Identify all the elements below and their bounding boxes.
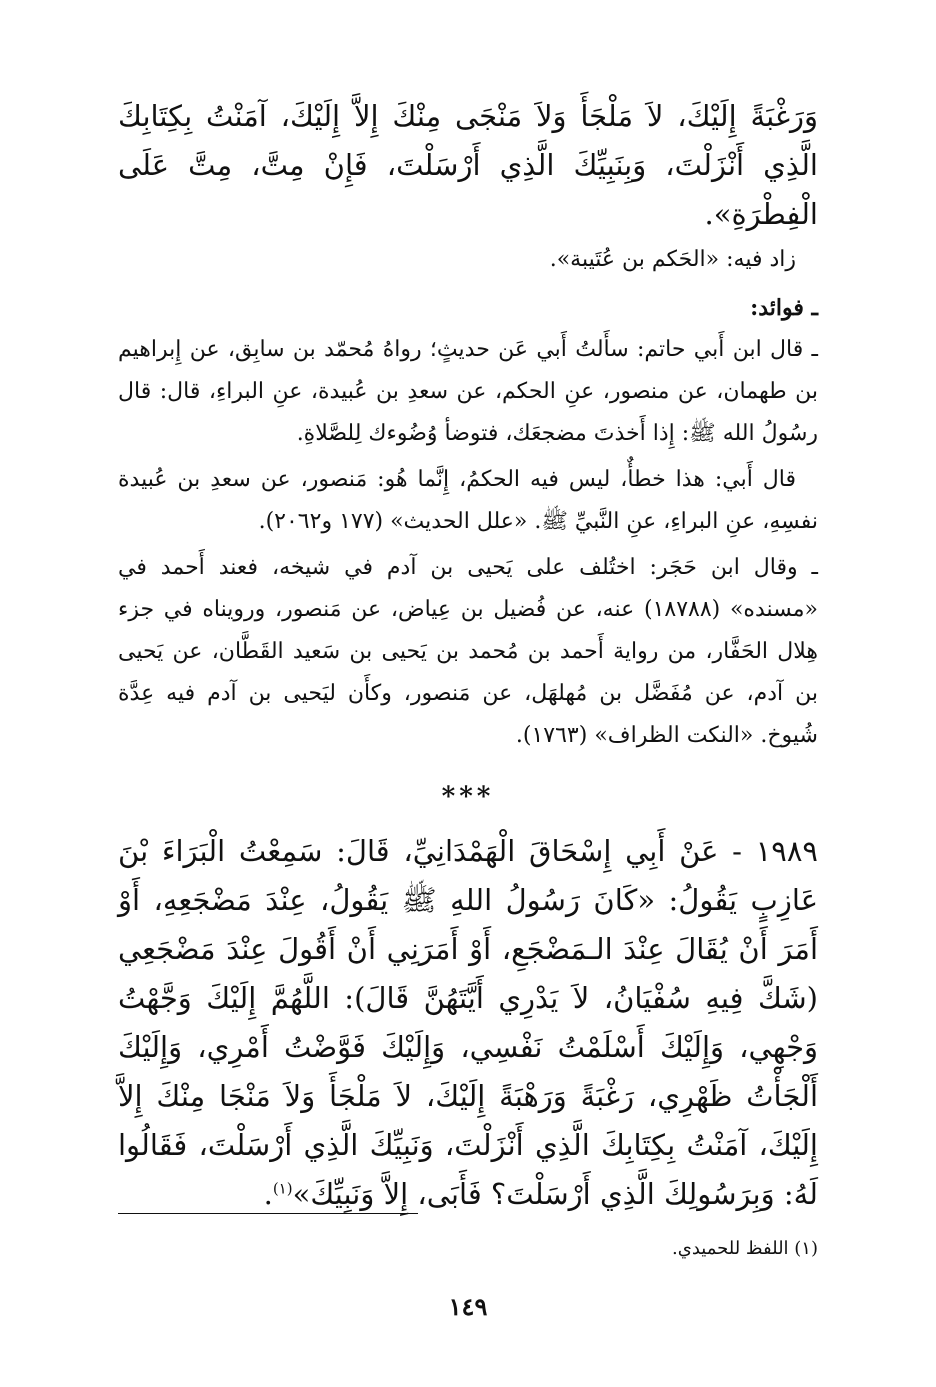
- hadith-number: ١٩٨٩ -: [732, 834, 818, 868]
- footnote-divider: [118, 1213, 418, 1214]
- footnote-area: [118, 1213, 818, 1264]
- page-number: ١٤٩: [448, 1292, 488, 1321]
- hadith-text: عَنْ أَبِي إِسْحَاقَ الْهَمْدَانِيِّ، قَالَ: سَمِعْتُ الْبَرَاءَ بْنَ عَازِبٍ يَقُولُ: «كَانَ رَسُولُ اللهِ ﷺ يَقُولُ، عِنْدَ مَضْجَعِهِ، أَوْ أَمَرَ أَنْ يُقَالَ عِنْدَ الـمَضْجَعِ، أَوْ أَمَرَنِي أَنْ أَقُولَ عِنْدَ مَضْجَعِي (شَكَّ فِيهِ سُفْيَانُ، لاَ يَدْرِي أَيَّتَهُنَّ قَالَ): اللَّهُمَّ إِلَيْكَ وَجَّهْتُ وَجْهِي، وَإِلَيْكَ أَسْلَمْتُ نَفْسِي، وَإِلَيْكَ فَوَّضْتُ أَمْرِي، وَإِلَيْكَ أَلْجَأْتُ ظَهْرِي، رَغْبَةً وَرَهْبَةً إِلَيْكَ، لاَ مَلْجَأَ وَلاَ مَنْجَا مِنْكَ إِلاَّ إِلَيْكَ، آمَنْتُ بِكِتَابِكَ الَّذِي أَنْزَلْتَ، وَنَبِيِّكَ الَّذِي أَرْسَلْتَ، فَقَالُوا لَهُ: وَبِرَسُولِكَ الَّذِي أَرْسَلْتَ؟ فَأَبَى، إِلاَّ وَنَبِيِّكَ»: [118, 834, 818, 1211]
- section-separator: ***: [441, 782, 495, 812]
- fawaid-item: [118, 547, 818, 757]
- hadith-continuation-text: وَرَغْبَةً إِلَيْكَ، لاَ مَلْجَأَ وَلاَ مَنْجَى مِنْكَ إِلاَّ إِلَيْكَ، آمَنْتُ بِكِتَابِكَ الَّذِي أَنْزَلْتَ، وَبِنَبِيِّكَ الَّذِي أَرْسَلْتَ، فَإِنْ مِتَّ، مِتَّ عَلَى الْفِطْرَةِ».: [118, 99, 818, 231]
- fawaid-item-text: ـ قال ابن أَبي حاتم: سأَلتُ أَبي عَن حديثٍ؛ رواهُ مُحمّد بن سابِق، عن إِبراهيم بن طهمان، عن منصور، عنِ الحكم، عن سعدِ بن عُبيدة، عنِ البراءِ، قال: قال رسُولُ الله ﷺ: إِذا أَخذتَ مضجعَك، فتوضأ وُضُوءك لِلصَّلاةِ.: [118, 337, 818, 446]
- hadith-1989: [118, 827, 818, 1219]
- fawaid-heading-text: ـ فوائد:: [750, 295, 818, 321]
- fawaid-item-text: قال أَبي: هذا خطأٌ، ليس فيه الحكمُ، إِنَّما هُو: مَنصور، عن سعدِ بن عُبيدة نفسِهِ، عنِ البراءِ، عنِ النَّبيِّ ﷺ. «علل الحديث» (١٧٧ و٢٠٦٢).: [118, 467, 818, 534]
- footnote-reference[interactable]: (١): [272, 1179, 293, 1198]
- fawaid-item: [118, 329, 818, 455]
- addition-note-text: زاد فيه: «الحَكم بن عُتَيبة».: [549, 247, 796, 272]
- footnote: (١) اللفظ للحميدي.: [672, 1238, 818, 1259]
- addition-note: [118, 239, 818, 281]
- fawaid-item: [118, 459, 818, 543]
- hadith-continuation: [118, 92, 818, 239]
- page-body: [118, 92, 818, 1219]
- fawaid-heading: [118, 287, 818, 329]
- hadith-end-period: .: [263, 1177, 273, 1211]
- fawaid-item-text: ـ وقال ابن حَجَر: اختُلف على يَحيى بن آدم في شيخه، فعند أَحمد في «مسنده» (١٨٧٨٨) عنه، عن فُضيل بن عِياض، عن مَنصور، ورويناه في جزء هِلال الحَفَّار، من رواية أَحمد بن مُحمد بن يَحيى بن سَعيد القَطَّان، عن يَحيى بن آدم، عن مُفَضَّل بن مُهلهَل، عن مَنصور، وكأَن ليَحيى بن آدم فيه عِدَّة شُيوخ. «النكت الظراف» (١٧٦٣).: [118, 555, 819, 748]
